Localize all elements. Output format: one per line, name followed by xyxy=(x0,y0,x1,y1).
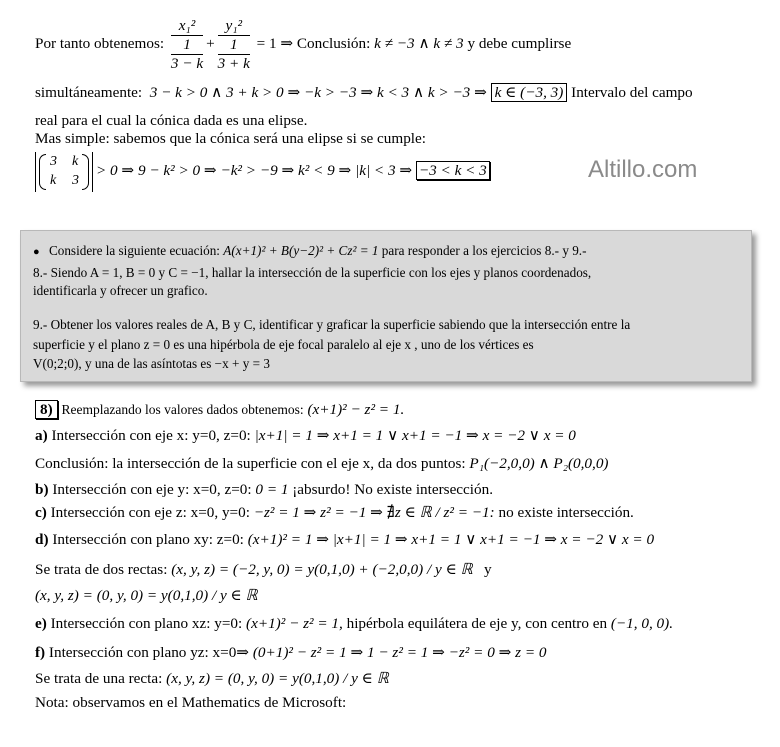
item-c-suffix: no existe intersección. xyxy=(498,504,634,521)
item-f xyxy=(35,644,546,661)
item-d-text: Intersección con plano xy: z=0: xyxy=(52,531,244,548)
line1-conclusion: Conclusión: xyxy=(296,35,371,53)
exercise-9-line3: V(0;2;0), y una de las asíntotas es −x + y = 3 xyxy=(33,356,270,371)
item-a-math: |x+1| = 1 ⇒ x+1 = 1 ∨ x+1 = −1 ⇒ x = −2 ∨ x = 0 xyxy=(254,427,576,444)
bullet-icon: ● xyxy=(33,246,40,258)
item-f-label: f) xyxy=(35,644,46,661)
interval-box: k ∈ (−3, 3) xyxy=(491,83,568,102)
rectas-text: Se trata de dos rectas: xyxy=(35,561,168,578)
item-e-math: (x+1)² − z² = 1, xyxy=(246,615,343,632)
determinant-matrix xyxy=(35,152,93,192)
watermark-logo: Altillo.com xyxy=(588,156,698,183)
line2-suffix: Intervalo del campo xyxy=(571,84,693,101)
line-real: real para el cual la cónica dada es una elipse. xyxy=(35,112,308,129)
item-a-text: Intersección con eje x: y=0, z=0: xyxy=(51,427,251,444)
item-b-suffix: ¡absurdo! No existe intersección. xyxy=(292,481,493,498)
intro-text: Reemplazando los valores dados obtenemos: xyxy=(61,402,304,417)
item-b-text: Intersección con eje y: x=0, z=0: xyxy=(52,481,252,498)
bullet-suffix: para responder a los ejercicios 8.- y 9.- xyxy=(381,243,587,258)
item-b-label: b) xyxy=(35,481,49,498)
line1-prefix: Por tanto obtenemos: xyxy=(35,35,165,53)
line-determinant xyxy=(96,162,490,179)
fraction-y-den-num: 1 xyxy=(218,36,250,55)
matrix-cell: 3 xyxy=(72,173,79,188)
rectas-line xyxy=(35,561,492,578)
item-c-math: −z² = 1 ⇒ z² = −1 ⇒ ∄z ∈ ℝ / z² = −1: xyxy=(253,504,495,521)
fraction-x-den-num: 1 xyxy=(171,36,203,55)
nota-line: Nota: observamos en el Mathematics de Microsoft: xyxy=(35,694,347,711)
result-box: −3 < k < 3 xyxy=(416,161,490,180)
line1-math: k ≠ −3 ∧ k ≠ 3 xyxy=(374,35,464,53)
item-a xyxy=(35,427,576,444)
recta-math: (x, y, z) = (0, y, 0) = y(0,1,0) / y ∈ ℝ xyxy=(166,670,389,687)
section-8-label: 8) xyxy=(35,400,58,419)
line5-math: > 0 ⇒ 9 − k² > 0 ⇒ −k² > −9 ⇒ k² < 9 ⇒ |k| < 3 ⇒ xyxy=(96,162,413,179)
panel-equation: A(x+1)² + B(y−2)² + Cz² = 1 xyxy=(223,243,379,258)
fraction-y-num: y₁² xyxy=(218,16,250,36)
item-e xyxy=(35,615,673,632)
item-c-label: c) xyxy=(35,504,47,521)
line-simultaneamente xyxy=(35,84,693,101)
item-c xyxy=(35,504,634,521)
conclusion-text: Conclusión: la intersección de la superficie con el eje x, da dos puntos: xyxy=(35,455,466,472)
matrix-cell: k xyxy=(72,154,79,169)
line1-eq: = 1 ⇒ xyxy=(256,35,294,53)
item-e-suffix: hipérbola equilátera de eje y, con centro en xyxy=(346,615,608,632)
item-a-label: a) xyxy=(35,427,48,444)
matrix-cell: 3 xyxy=(50,154,57,169)
fraction-y xyxy=(218,16,250,73)
matrix-cell: k xyxy=(50,173,57,188)
exercise-8-line2: identificarla y ofrecer un grafico. xyxy=(33,283,208,298)
line-mas-simple: Mas simple: sabemos que la cónica será una elipse si se cumple: xyxy=(35,130,426,147)
item-e-label: e) xyxy=(35,615,47,632)
item-e-text: Intersección con plano xz: y=0: xyxy=(50,615,243,632)
line2-math: 3 − k > 0 ∧ 3 + k > 0 ⇒ −k > −3 ⇒ k < 3 ∧ k > −3 ⇒ xyxy=(149,84,487,101)
rectas-y: y xyxy=(484,561,492,578)
rectas-math2: (x, y, z) = (0, y, 0) = y(0,1,0) / y ∈ ℝ xyxy=(35,587,258,604)
fraction-x-den-den: 3 − k xyxy=(170,55,204,73)
rectas-math1: (x, y, z) = (−2, y, 0) = y(0,1,0) + (−2,0,0) / y ∈ ℝ xyxy=(171,561,473,578)
conclusion-math: P₁(−2,0,0) ∧ P₂(0,0,0) xyxy=(469,455,609,472)
item-d-label: d) xyxy=(35,531,49,548)
recta-line xyxy=(35,670,389,687)
item-c-text: Intersección con eje z: x=0, y=0: xyxy=(50,504,250,521)
intro-math: (x+1)² − z² = 1. xyxy=(307,401,405,418)
item-f-text: Intersección con plano yz: x=0⇒ xyxy=(48,644,250,661)
exercise-9-line2: superficie y el plano z = 0 es una hipérbola de eje focal paralelo al eje x , uno de los vértices es xyxy=(33,337,534,352)
exercise-panel xyxy=(20,230,752,382)
conclusion-line xyxy=(35,455,608,472)
exercise-8-line1: 8.- Siendo A = 1, B = 0 y C = −1, hallar la intersección de la superficie con los ejes y planos coordenados, xyxy=(33,265,592,280)
line-conclusion: Por tanto obtenemos: $\frac{\text{x₁²}}{\frac{1}{3 - k}}$ + $\frac{\text{y₁²}}{\frac{1}{3 + k}}$ = 1 ⇒ Conclusión: k ≠ −3 ∧ k ≠ 3 y debe cumplirse xyxy=(35,17,572,73)
line1-suffix: y debe cumplirse xyxy=(467,35,572,53)
fraction-y-den-den: 3 + k xyxy=(217,55,250,73)
exercise-9-line1: 9.- Obtener los valores reales de A, B y C, identificar y graficar la superficie sabiendo que la intersección entre la xyxy=(33,317,631,332)
panel-bullet-line xyxy=(33,243,587,259)
line2-prefix: simultáneamente: xyxy=(35,84,143,101)
matrix-right-paren xyxy=(82,154,89,190)
item-d-math: (x+1)² = 1 ⇒ |x+1| = 1 ⇒ x+1 = 1 ∨ x+1 = −1 ⇒ x = −2 ∨ x = 0 xyxy=(247,531,655,548)
fraction-x-num: x₁² xyxy=(171,16,203,36)
fraction-x xyxy=(171,16,203,73)
rectas-line2 xyxy=(35,587,258,604)
item-f-math: (0+1)² − z² = 1 ⇒ 1 − z² = 1 ⇒ −z² = 0 ⇒ z = 0 xyxy=(252,644,547,661)
matrix-left-paren xyxy=(39,154,46,190)
solution-intro xyxy=(35,401,404,418)
item-e-center: (−1, 0, 0). xyxy=(610,615,673,632)
item-b-math: 0 = 1 xyxy=(255,481,289,498)
item-b xyxy=(35,481,493,498)
item-d xyxy=(35,531,654,548)
recta-text: Se trata de una recta: xyxy=(35,670,163,687)
bullet-text: Considere la siguiente ecuación: xyxy=(48,243,220,258)
